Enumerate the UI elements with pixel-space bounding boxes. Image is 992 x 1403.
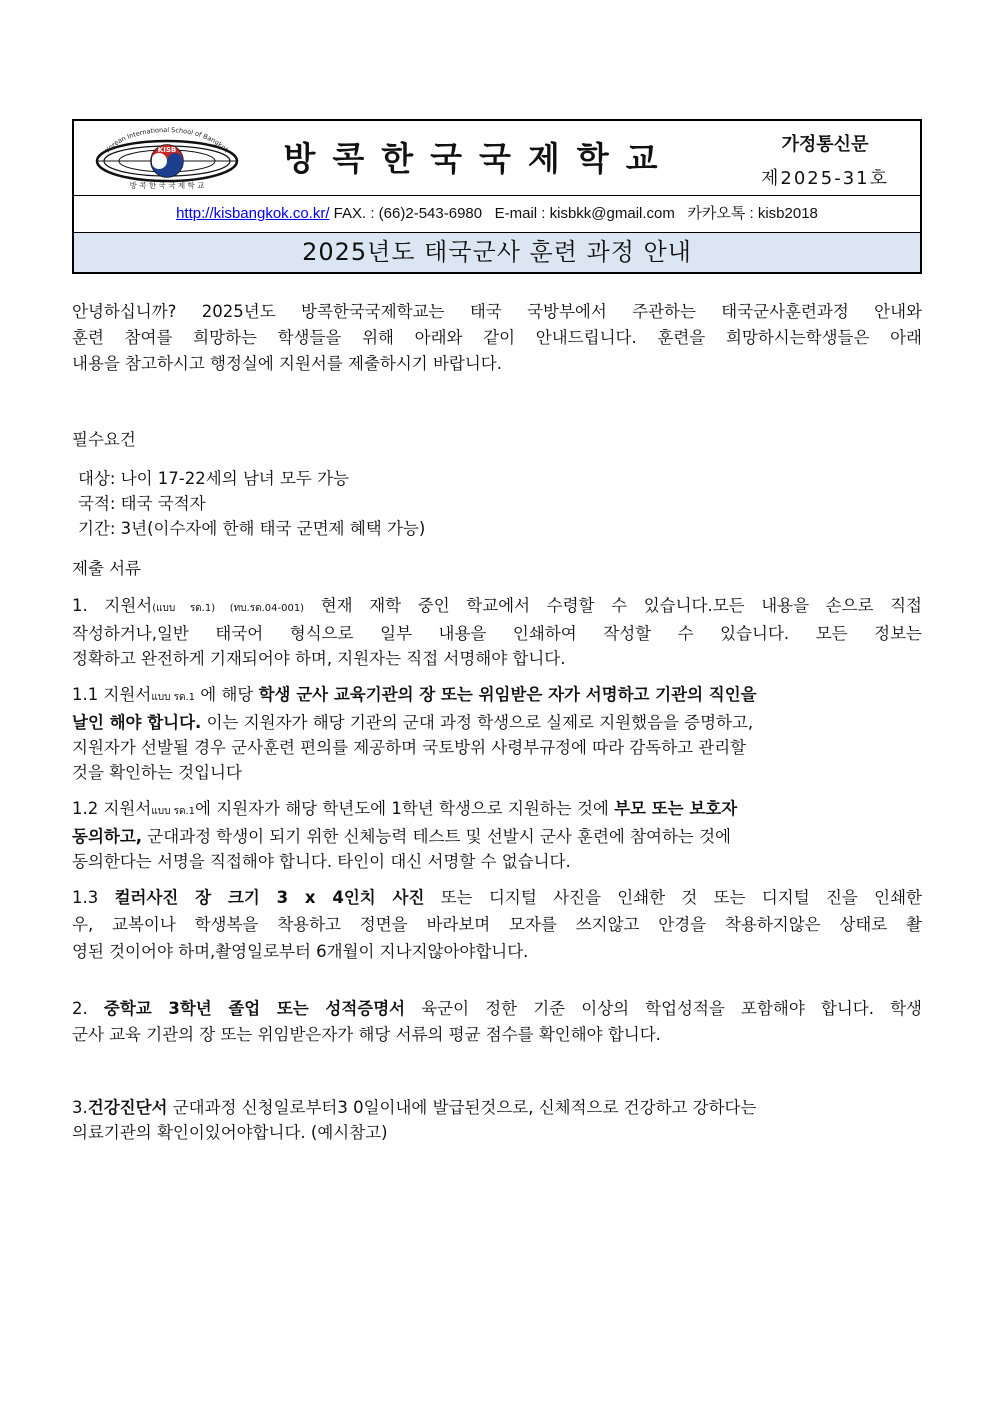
item-prefix: 1.2 지원서 <box>72 799 152 818</box>
intro-line: 내용을 참고하시고 행정실에 지원서를 제출하시기 바랍니다. <box>72 354 502 373</box>
fax-number: FAX. : (66)2-543-6980 <box>333 205 483 222</box>
item-prefix: 2. <box>72 999 104 1018</box>
item-line: 작성하거나,일반 태국어 형식으로 일부 내용을 인쇄하여 작성할 수 있습니다. 모든 정보는 <box>72 624 922 643</box>
requirement-item: 기간: 3년(이수자에 한해 태국 군면제 혜택 가능) <box>78 519 426 538</box>
logo-bottom-text: 방 콕 한 국 국 제 학 교 <box>129 181 205 190</box>
emphasis-text: 날인 해야 합니다. <box>72 713 202 732</box>
item-prefix: 1. 지원서 <box>72 596 153 615</box>
item-prefix: 3. <box>72 1098 88 1117</box>
school-logo <box>82 125 252 191</box>
intro-paragraph <box>72 299 922 377</box>
document-item-1-2: 1.2 지원서แบบ รด.1에 지원자가 해당 학년도에 1학년 학생으로 지원하는 것에 부모 또는 보호자 동의하고, 군대과정 학생이 되기 위한 신체능력 테스트 및 선발시 군사 훈련에 참여하는 것에 동의한다는 서명을 직접해야 합니다. 타인이 대신 서명할 수 없습니다. <box>72 796 922 874</box>
item-line: 의료기관의 확인이있어야합니다. (예시참고) <box>72 1123 388 1142</box>
contact-bar <box>74 196 920 233</box>
item-line: 정확하고 완전하게 기재되어야 하며, 지원자는 직접 서명해야 합니다. <box>72 649 566 668</box>
form-code: (แบบ รด.1) (ทบ.รด.04-001) <box>152 603 305 614</box>
document-item-1-1: 1.1 지원서แบบ รด.1 에 해당 학생 군사 교육기관의 장 또는 위임받은 자가 서명하고 기관의 직인을 날인 해야 합니다. 이는 지원자가 해당 기관의 군대 과정 학생으로 실제로 지원했음을 증명하고, 지원자가 선발될 경우 군사훈련 편의를 제공하며 국토방위 사령부규정에 따라 감독하고 관리할 것을 확인하는 것입니다 <box>72 682 922 785</box>
newsletter-label: 가정통신문 <box>781 134 869 155</box>
letterhead <box>72 119 922 274</box>
requirement-item: 국적: 태국 국적자 <box>78 494 206 513</box>
school-name: 방콕한국국제학교 <box>283 139 675 178</box>
form-code: แบบ รด.1 <box>151 692 196 703</box>
item-line: 것을 확인하는 것입니다 <box>72 763 242 782</box>
emphasis-text: 중학교 3학년 졸업 또는 성적증명서 <box>103 999 406 1018</box>
intro-line: 안녕하십니까? 2025년도 방콕한국국제학교는 태국 국방부에서 주관하는 태국군사훈련과정 안내와 <box>72 302 922 321</box>
emphasis-text: 부모 또는 보호자 <box>614 799 738 818</box>
item-prefix: 1.1 지원서 <box>72 685 152 704</box>
requirements-heading: 필수요건 <box>72 430 136 449</box>
item-line: 영된 것이어야 하며,촬영일로부터 6개월이 지나지않아야합니다. <box>72 942 529 961</box>
document-item-1: 1. 지원서(แบบ รด.1) (ทบ.รด.04-001) 현재 재학 중인 학교에서 수령할 수 있습니다.모든 내용을 손으로 직접 작성하거나,일반 태국어 형식으로 일부 내용을 인쇄하여 작성할 수 있습니다. 모든 정보는 정확하고 완전하게 기재되어야 하며, 지원자는 직접 서명해야 합니다. <box>72 593 922 671</box>
item-line: 군사 교육 기관의 장 또는 위임받은자가 해당 서류의 평균 점수를 확인해야 합니다. <box>72 1025 661 1044</box>
logo-center-text: KISB <box>157 146 177 154</box>
issue-number: 제2025-31호 <box>761 168 889 189</box>
document-item-3: 3.건강진단서 군대과정 신청일로부터3 0일이내에 발급된것으로, 신체적으로 건강하고 강하다는 의료기관의 확인이있어야합니다. (예시참고) <box>72 1095 922 1145</box>
document-title: 2025년도 태국군사 훈련 과정 안내 <box>74 233 920 272</box>
item-line: 지원자가 선발될 경우 군사훈련 편의를 제공하며 국토방위 사령부규정에 따라 감독하고 관리할 <box>72 738 747 757</box>
document-item-2: 2. 중학교 3학년 졸업 또는 성적증명서 육군이 정한 기준 이상의 학업성적을 포함해야 합니다. 학생 군사 교육 기관의 장 또는 위임받은자가 해당 서류의 평균 점수를 확인해야 합니다. <box>72 996 922 1048</box>
document-item-1-3: 1.3 컬러사진 장 크기 3 x 4인치 사진 또는 디지털 사진을 인쇄한 것 또는 디지털 진을 인쇄한 우, 교복이나 학생복을 착용하고 정면을 바라보며 모자를 쓰지않고 안경을 착용하지않은 상태로 촬 영된 것이어야 하며,촬영일로부터 6개월이 지나지않아야합니다. <box>72 884 922 965</box>
documents-section <box>72 556 922 582</box>
emphasis-text: 동의하고, <box>72 827 143 846</box>
email-address: E-mail : kisbkk@gmail.com <box>494 205 675 222</box>
documents-heading: 제출 서류 <box>72 559 142 578</box>
emphasis-text: 건강진단서 <box>87 1098 168 1117</box>
item-line: 우, 교복이나 학생복을 착용하고 정면을 바라보며 모자를 쓰지않고 안경을 착용하지않은 상태로 촬 <box>72 915 922 934</box>
kakao-id: 카카오톡 : kisb2018 <box>687 205 818 222</box>
item-prefix: 1.3 <box>72 888 115 907</box>
requirements-section <box>72 427 922 453</box>
requirement-item: 대상: 나이 17-22세의 남녀 모두 가능 <box>78 469 349 488</box>
emphasis-text: 컬러사진 장 크기 3 x 4인치 사진 <box>114 888 425 907</box>
logo-ring-text: Korean International School of Bangkok <box>103 125 231 155</box>
emphasis-text: 학생 군사 교육기관의 장 또는 위임받은 자가 서명하고 기관의 직인을 <box>258 685 757 704</box>
form-code: แบบ รด.1 <box>151 806 196 817</box>
item-line: 동의한다는 서명을 직접해야 합니다. 타인이 대신 서명할 수 없습니다. <box>72 852 571 871</box>
requirements-list <box>78 466 928 541</box>
website-link[interactable]: http://kisbangkok.co.kr/ <box>176 205 330 222</box>
intro-line: 훈련 참여를 희망하는 학생들을 위해 아래와 같이 안내드립니다. 훈련을 희망하시는학생들은 아래 <box>72 328 922 347</box>
letterhead-top <box>74 121 920 196</box>
newsletter-box <box>750 130 900 190</box>
